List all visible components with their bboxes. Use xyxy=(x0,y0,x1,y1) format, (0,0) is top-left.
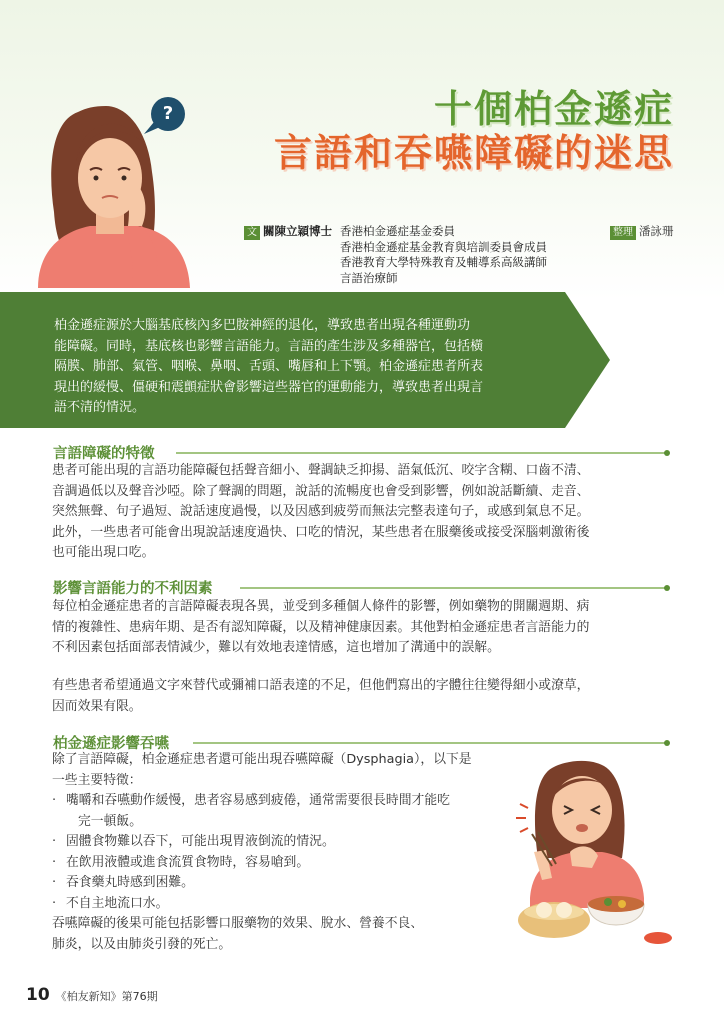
section-rule xyxy=(193,742,666,744)
bullet-text: 固體食物難以吞下，可能出現胃液倒流的情況。 xyxy=(66,834,335,849)
intro-line: 語不清的情況。 xyxy=(54,400,146,415)
body-line: 有些患者希望通過文字來替代或彌補口語表達的不足，但他們寫出的字體往往變得細小或潦草， xyxy=(52,678,590,693)
section-heading-adverse-factors: 影響言語能力的不利因素 xyxy=(53,581,213,597)
editor-name: 潘詠珊 xyxy=(639,224,674,238)
bullet-item xyxy=(52,791,522,832)
body-line: 情的複雜性、患病年期、是否有認知障礙，以及精神健康因素。其他對柏金遜症患者言語能力的 xyxy=(52,619,590,635)
section-heading-swallowing: 柏金遜症影響吞嚥 xyxy=(53,736,169,752)
section-body-speech-features xyxy=(52,461,674,564)
affiliation: 香港柏金遜症基金委員 xyxy=(340,224,455,238)
coughing-woman-illustration xyxy=(512,748,672,948)
author-affiliations xyxy=(340,224,547,286)
bullet-text: 吞食藥丸時感到困難。 xyxy=(66,875,194,890)
author-block xyxy=(244,224,547,285)
question-mark-icon: ? xyxy=(162,103,174,124)
body-line: 因而效果有限。 xyxy=(52,698,142,714)
bullet-mark: ‧ xyxy=(52,834,57,849)
body-line: 此外，一些患者可能會出現說話速度過快、口吃的情況，某些患者在服藥後或接受深腦刺激術後 xyxy=(52,524,590,540)
bullet-item xyxy=(52,873,522,894)
body-line: 除了言語障礙，柏金遜症患者還可能出現吞嚥障礙（Dysphagia），以下是 xyxy=(52,752,472,767)
bullet-mark: ‧ xyxy=(52,875,57,890)
section-rule-dot xyxy=(664,450,670,456)
editor-tag: 整理 xyxy=(610,226,636,240)
bullet-text: 完一頓飯。 xyxy=(78,813,142,829)
author-name: 關陳立穎博士 xyxy=(263,224,332,238)
editor-credit xyxy=(610,224,674,240)
bullet-item xyxy=(52,853,522,874)
affiliation: 香港柏金遜症基金教育與培訓委員會成員 xyxy=(340,239,547,254)
body-line: 患者可能出現的言語功能障礙包括聲音細小、聲調缺乏抑揚、語氣低沉、咬字含糊、口齒不清、 xyxy=(52,463,590,478)
page-footer xyxy=(26,985,158,1005)
body-line: 突然無聲、句子過短、說話速度過慢，以及因感到疲勞而無法完整表達句子，或感到氣息不足。 xyxy=(52,504,590,519)
body-line: 一些主要特徵： xyxy=(52,772,142,788)
title-line-1: 十個柏金遜症 xyxy=(433,87,674,131)
body-line: 每位柏金遜症患者的言語障礙表現各異，並受到多種個人條件的影響，例如藥物的開關週期、病 xyxy=(52,599,590,614)
intro-line: 隔膜、肺部、氣管、咽喉、鼻咽、舌頭、嘴唇和上下顎。柏金遜症患者所表 xyxy=(54,359,484,374)
section-rule xyxy=(176,452,666,454)
intro-line: 柏金遜症源於大腦基底核內多巴胺神經的退化，導致患者出現各種運動功 xyxy=(54,318,471,333)
affiliation: 言語治療師 xyxy=(340,270,398,285)
bullet-item xyxy=(52,832,522,853)
section-rule-dot xyxy=(664,740,670,746)
intro-text xyxy=(54,316,582,419)
bullet-text: 不自主地流口水。 xyxy=(66,895,169,911)
section-rule xyxy=(240,587,666,589)
section-heading-speech-features: 言語障礙的特徵 xyxy=(53,446,155,462)
section-body-swallowing xyxy=(52,750,522,955)
body-line: 也可能出現口吃。 xyxy=(52,545,155,560)
section-body-writing xyxy=(52,676,674,717)
body-line: 不利因素包括面部表情減少，難以有效地表達情感，這也增加了溝通中的誤解。 xyxy=(52,640,500,655)
page-number: 10 xyxy=(26,985,50,1005)
intro-line: 能障礙。同時，基底核也影響言語能力。言語的產生涉及多種器官，包括橫 xyxy=(54,338,484,354)
section-rule-dot xyxy=(664,585,670,591)
bullet-mark: ‧ xyxy=(52,895,57,911)
body-line: 吞嚥障礙的後果可能包括影響口服藥物的效果、脫水、營養不良、 xyxy=(52,916,424,931)
title-line-2: 言語和吞嚥障礙的迷思 xyxy=(273,130,674,175)
body-line: 肺炎，以及由肺炎引發的死亡。 xyxy=(52,936,232,952)
intro-line: 現出的緩慢、僵硬和震顫症狀會影響這些器官的運動能力，導致患者出現言 xyxy=(54,379,484,395)
bullet-mark: ‧ xyxy=(52,793,57,808)
bullet-text: 嘴嚼和吞嚥動作緩慢，患者容易感到疲倦，通常需要很長時間才能吃 xyxy=(66,793,450,808)
publication-name: 《柏友新知》第76期 xyxy=(55,990,158,1003)
affiliation: 香港教育大學特殊教育及輔導系高級講師 xyxy=(340,255,547,269)
body-line: 音調過低以及聲音沙啞。除了聲調的問題，說話的流暢度也會受到影響，例如說話斷續、走音、 xyxy=(52,483,590,499)
bullet-item xyxy=(52,894,522,915)
author-tag: 文 xyxy=(244,226,260,240)
bullet-text: 在飲用液體或進食流質食物時，容易嗆到。 xyxy=(66,854,310,870)
section-body-adverse-factors xyxy=(52,597,674,659)
article-title xyxy=(274,88,674,175)
bullet-mark: ‧ xyxy=(52,854,57,870)
